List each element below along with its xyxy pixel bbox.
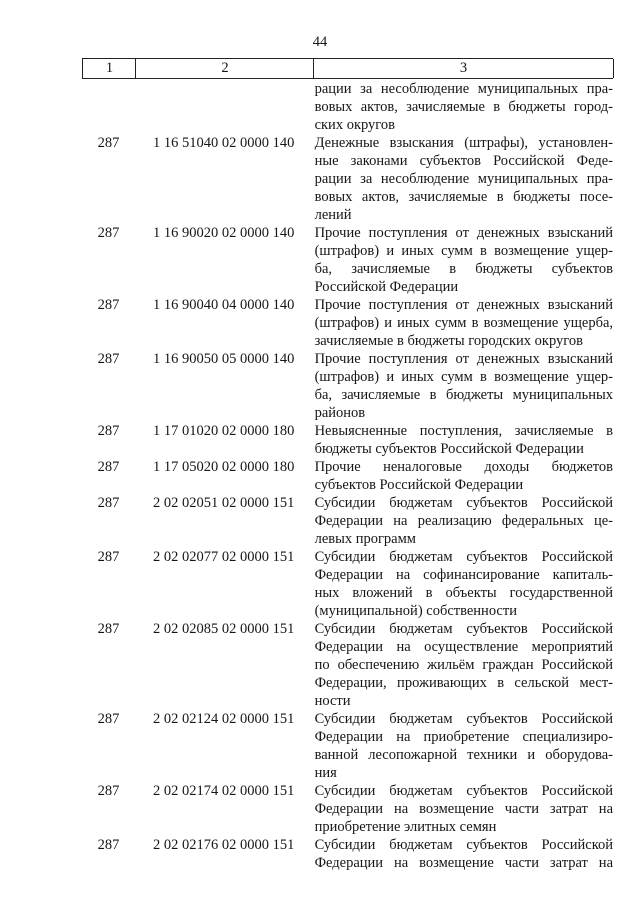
- table-row: [82, 350, 613, 422]
- description-line: (штрафов) и иных сумм в возмещение ущер-: [314, 369, 614, 385]
- header-col-2: 2: [135, 59, 314, 78]
- header-col-3: 3: [313, 59, 614, 78]
- row-description: [313, 134, 613, 224]
- row-description: [313, 296, 613, 350]
- admin-code: 287: [97, 495, 120, 511]
- description-line: Субсидии бюджетам субъектов Российской: [314, 549, 614, 565]
- description-line: Субсидии бюджетам субъектов Российской: [314, 837, 614, 853]
- row-description: [313, 620, 613, 710]
- description-line: (штрафов) и иных сумм в возмещение ущер-: [314, 243, 614, 259]
- table-row: [82, 836, 613, 872]
- admin-code: 287: [97, 423, 120, 439]
- table-row: [82, 548, 613, 620]
- admin-code: 287: [97, 549, 120, 565]
- table-row: [82, 224, 613, 296]
- description-line: ба, зачисляемые в бюджеты муниципальных: [314, 387, 614, 403]
- admin-code: [82, 80, 135, 134]
- description-line: Субсидии бюджетам субъектов Российской: [314, 783, 614, 799]
- description-line: Федерации на возмещение части затрат на: [314, 855, 614, 871]
- description-line: (штрафов) и иных сумм в возмещение ущерба,: [314, 315, 614, 331]
- description-line: приобретение элитных семян: [314, 819, 497, 835]
- admin-code: 287: [97, 351, 120, 367]
- row-description: [313, 836, 613, 872]
- table-row: [82, 494, 613, 548]
- description-line: зачисляемые в бюджеты городских округов: [314, 333, 583, 349]
- description-line: ских округов: [314, 117, 395, 133]
- description-line: по обеспечению жильём граждан Российской: [314, 657, 614, 673]
- description-line: Прочие поступления от денежных взысканий: [314, 225, 614, 241]
- budget-code: 1 16 90040 04 0000 140: [153, 297, 295, 313]
- description-line: (муниципальной) собственности: [314, 603, 517, 619]
- description-line: Субсидии бюджетам субъектов Российской: [314, 495, 614, 511]
- description-line: Субсидии бюджетам субъектов Российской: [314, 711, 614, 727]
- row-description: [313, 350, 613, 422]
- description-line: ба, зачисляемые в бюджеты субъектов: [314, 261, 614, 277]
- description-line: субъектов Российской Федерации: [314, 477, 524, 493]
- description-line: Федерации на возмещение части затрат на: [314, 801, 614, 817]
- description-line: Прочие поступления от денежных взысканий: [314, 297, 614, 313]
- description-line: вовых актов, зачисляемые в бюджеты город-: [314, 99, 614, 115]
- admin-code: 287: [97, 621, 120, 637]
- description-line: Федерации, проживающих в сельской мест-: [314, 675, 614, 691]
- description-line: рации за несоблюдение муниципальных пра-: [314, 171, 614, 187]
- row-description: [313, 458, 613, 494]
- table-row: [82, 710, 613, 782]
- description-line: бюджеты субъектов Российской Федерации: [314, 441, 584, 457]
- admin-code: 287: [97, 783, 120, 799]
- description-line: вовых актов, зачисляемые в бюджеты посе-: [314, 189, 614, 205]
- table-row: [82, 296, 613, 350]
- description-line: ванной лесопожарной техники и оборудова-: [314, 747, 614, 763]
- description-line: Федерации на приобретение специализиро-: [314, 729, 614, 745]
- row-description: [313, 80, 613, 134]
- budget-code: [135, 80, 313, 134]
- budget-code: 1 16 90050 05 0000 140: [153, 351, 295, 367]
- budget-code: 1 16 51040 02 0000 140: [153, 135, 295, 151]
- description-line: ности: [314, 693, 351, 709]
- description-line: Федерации на осуществление мероприятий: [314, 639, 614, 655]
- description-line: Прочие неналоговые доходы бюджетов: [314, 459, 614, 475]
- description-line: лений: [314, 207, 352, 223]
- admin-code: 287: [97, 225, 120, 241]
- admin-code: 287: [97, 297, 120, 313]
- description-line: Федерации на реализацию федеральных це-: [314, 513, 614, 529]
- budget-code: 1 17 05020 02 0000 180: [153, 459, 295, 475]
- description-line: левых программ: [314, 531, 416, 547]
- description-line: Невыясненные поступления, зачисляемые в: [314, 423, 614, 439]
- admin-code: 287: [97, 711, 120, 727]
- budget-code: 2 02 02176 02 0000 151: [153, 837, 295, 853]
- description-line: Федерации на софинансирование капиталь-: [314, 567, 614, 583]
- budget-code: 2 02 02174 02 0000 151: [153, 783, 295, 799]
- admin-code: 287: [97, 837, 120, 853]
- table-row: [82, 80, 613, 134]
- budget-code: 2 02 02085 02 0000 151: [153, 621, 295, 637]
- budget-code: 2 02 02051 02 0000 151: [153, 495, 295, 511]
- row-description: [313, 710, 613, 782]
- description-line: Денежные взыскания (штрафы), установлен-: [314, 135, 614, 151]
- description-line: ных вложений в объекты государственной: [314, 585, 614, 601]
- page-number: 44: [312, 34, 328, 50]
- row-description: [313, 494, 613, 548]
- description-line: ные законами субъектов Российской Феде-: [314, 153, 614, 169]
- budget-code: 1 17 01020 02 0000 180: [153, 423, 295, 439]
- admin-code: 287: [97, 135, 120, 151]
- table-header: [82, 58, 613, 79]
- row-description: [313, 548, 613, 620]
- table-body: [82, 80, 613, 872]
- description-line: рации за несоблюдение муниципальных пра-: [314, 81, 614, 97]
- description-line: Прочие поступления от денежных взысканий: [314, 351, 614, 367]
- budget-code: 2 02 02124 02 0000 151: [153, 711, 295, 727]
- table-row: [82, 134, 613, 224]
- admin-code: 287: [97, 459, 120, 475]
- budget-code: 1 16 90020 02 0000 140: [153, 225, 295, 241]
- description-line: Субсидии бюджетам субъектов Российской: [314, 621, 614, 637]
- budget-code: 2 02 02077 02 0000 151: [153, 549, 295, 565]
- description-line: Российской Федерации: [314, 279, 459, 295]
- row-description: [313, 422, 613, 458]
- table-row: [82, 422, 613, 458]
- description-line: районов: [314, 405, 366, 421]
- row-description: [313, 224, 613, 296]
- table-row: [82, 458, 613, 494]
- description-line: ния: [314, 765, 337, 781]
- table-row: [82, 782, 613, 836]
- header-col-1: 1: [82, 59, 136, 78]
- row-description: [313, 782, 613, 836]
- table-row: [82, 620, 613, 710]
